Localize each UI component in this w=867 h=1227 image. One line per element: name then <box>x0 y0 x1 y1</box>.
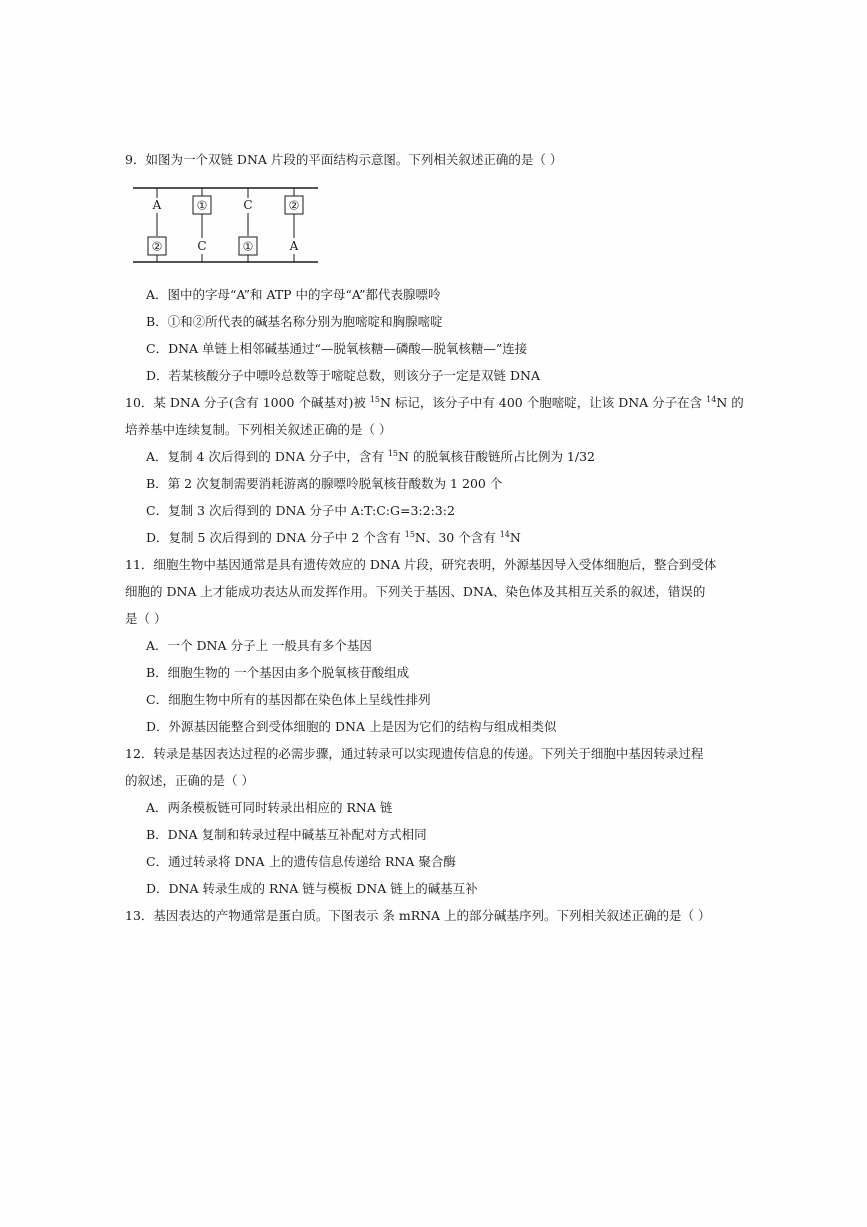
q11-stem-line-3: 是（ ） <box>125 611 167 626</box>
diagram-bottom-1: ② <box>151 239 163 254</box>
q9-option-c: C．DNA 单链上相邻碱基通过“—脱氧核糖—磷酸—脱氧核糖—”连接 <box>146 341 528 356</box>
q11-stem-line-1: 11．细胞生物中基因通常是具有遗传效应的 DNA 片段，研究表明，外源基因导入受体细胞后，整合到受体 <box>125 557 717 572</box>
diagram-bottom-4: A <box>289 239 299 253</box>
q13-stem: 13．基因表达的产物通常是蛋白质。下图表示 条 mRNA 上的部分碱基序列。下列相关叙述正确的是（ ） <box>125 908 711 923</box>
q12-stem-line-1: 12．转录是基因表达过程的必需步骤，通过转录可以实现遗传信息的传递。下列关于细胞中基因转录过程 <box>125 746 704 761</box>
q11-option-a: A．一个 DNA 分子上 一般具有多个基因 <box>146 638 372 653</box>
q11-option-d: D．外源基因能整合到受体细胞的 DNA 上是因为它们的结构与组成相类似 <box>146 719 557 734</box>
diagram-bottom-3: ① <box>242 239 254 254</box>
q11-option-b: B．细胞生物的 一个基因由多个脱氧核苷酸组成 <box>146 665 410 680</box>
q12-option-a: A．两条模板链可同时转录出相应的 RNA 链 <box>146 800 393 815</box>
q10-option-c: C．复制 3 次后得到的 DNA 分子中 A:T:C:G=3:2:3:2 <box>146 503 455 518</box>
q10-option-d: D．复制 5 次后得到的 DNA 分子中 2 个含有 $^{15}$N、30 个含有 $^{14}$N <box>146 529 521 545</box>
q12-stem-line-2: 的叙述，正确的是（ ） <box>125 773 254 788</box>
q11-stem-line-2: 细胞的 DNA 上才能成功表达从而发挥作用。下列关于基因、DNA、染色体及其相互关系的叙述，错误的 <box>125 584 706 599</box>
q10-stem-line-2: 培养基中连续复制。下列相关叙述正确的是（ ） <box>125 422 392 437</box>
q11-option-c: C．细胞生物中所有的基因都在染色体上呈线性排列 <box>146 692 431 707</box>
q10-option-b: B．第 2 次复制需要消耗游离的腺嘌呤脱氧核苷酸数为 1 200 个 <box>146 476 503 491</box>
diagram-top-4: ② <box>288 198 300 213</box>
diagram-bottom-2: C <box>197 239 207 253</box>
q12-option-c: C．通过转录将 DNA 上的遗传信息传递给 RNA 聚合酶 <box>146 854 456 869</box>
diagram-top-3: C <box>243 198 253 212</box>
dna-structure-diagram <box>128 180 323 270</box>
q10-stem-line-1: 10．某 DNA 分子(含有 1000 个碱基对)被 $^{15}$N 标记，该分子中有 400 个胞嘧啶，让该 DNA 分子在含 $^{14}$N 的 <box>125 394 744 410</box>
q9-stem: 9．如图为一个双链 DNA 片段的平面结构示意图。下列相关叙述正确的是（ ） <box>125 152 563 167</box>
q9-option-d: D．若某核酸分子中嘌呤总数等于嘧啶总数，则该分子一定是双链 DNA <box>146 368 540 383</box>
q10-option-a: A．复制 4 次后得到的 DNA 分子中，含有 $^{15}$N 的脱氧核苷酸链所占比例为 1/32 <box>146 448 595 464</box>
diagram-top-2: ① <box>196 198 208 213</box>
q12-option-d: D．DNA 转录生成的 RNA 链与模板 DNA 链上的碱基互补 <box>146 881 478 896</box>
q12-option-b: B．DNA 复制和转录过程中碱基互补配对方式相同 <box>146 827 427 842</box>
q9-option-a: A．图中的字母“A”和 ATP 中的字母“A”都代表腺嘌呤 <box>146 287 441 302</box>
diagram-top-1: A <box>152 198 162 212</box>
q9-option-b: B．①和②所代表的碱基名称分别为胞嘧啶和胸腺嘧啶 <box>146 314 443 329</box>
